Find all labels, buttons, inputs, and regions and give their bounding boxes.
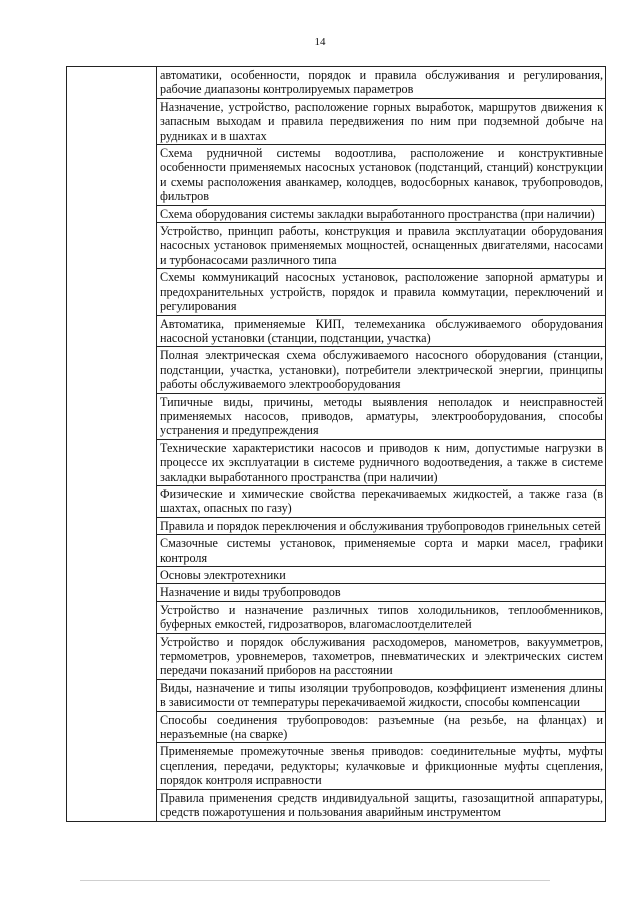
table-cell: Схема оборудования системы закладки выработанного пространства (при наличии) [157,205,606,222]
table-cell: Правила применения средств индивидуальной защиты, газозащитной аппаратуры, средств пожаротушения и пользования аварийным инструментом [157,789,606,821]
table-cell: Физические и химические свойства перекачиваемых жидкостей, а также газа (в шахтах, опасных по газу) [157,485,606,517]
table-cell: Схемы коммуникаций насосных установок, расположение запорной арматуры и предохранительных устройств, порядок и правила коммутации, переключений и регулирования [157,269,606,315]
table-cell: Полная электрическая схема обслуживаемого насосного оборудования (станции, подстанции, участка, установки), потребители электрической энергии, принципы работы обслуживаемого электрооборудования [157,347,606,393]
table-cell: Смазочные системы установок, применяемые сорта и марки масел, графики контроля [157,535,606,567]
table-cell: Устройство, принцип работы, конструкция и правила эксплуатации оборудования насосных установок применяемых мощностей, оснащенных двигателями, насосами и турбонасосами различного типа [157,223,606,269]
table-cell: Автоматика, применяемые КИП, телемеханика обслуживаемого оборудования насосной установки (станции, подстанции, участка) [157,315,606,347]
table-cell: Основы электротехники [157,567,606,584]
empty-label-cell [67,67,157,822]
table-cell: Назначение и виды трубопроводов [157,584,606,601]
table-cell: Применяемые промежуточные звенья приводов: соединительные муфты, муфты сцепления, передачи, редукторы; кулачковые и фрикционные муфты сцепления, порядок контроля исправности [157,743,606,789]
knowledge-table-container [66,66,606,822]
knowledge-table [66,66,606,822]
table-cell: Устройство и порядок обслуживания расходомеров, манометров, вакуумметров, термометров, уровнемеров, тахометров, пневматических и электрических систем передачи показаний приборов на расстоянии [157,633,606,679]
table-row [67,67,606,99]
table-cell: Схема рудничной системы водоотлива, расположение и конструктивные особенности применяемых насосных установок (подстанций, станций) конструкции и схемы расположения аванкамер, колодцев, водосборных канавок, трубопроводов, фильтров [157,145,606,206]
table-cell: Назначение, устройство, расположение горных выработок, маршрутов движения к запасным выходам и правила передвижения по ним при подземной добыче на рудниках и в шахтах [157,98,606,144]
table-cell: Устройство и назначение различных типов холодильников, теплообменников, буферных емкостей, гидрозатворов, влагомаслоотделителей [157,601,606,633]
table-cell: Типичные виды, причины, методы выявления неполадок и неисправностей применяемых насосов, приводов, арматуры, электрооборудования, способы устранения и предупреждения [157,393,606,439]
page-number: 14 [314,36,326,48]
table-cell: Виды, назначение и типы изоляции трубопроводов, коэффициент изменения длины в зависимости от температуры перекачиваемой жидкости, способы компенсации [157,679,606,711]
table-cell: автоматики, особенности, порядок и правила обслуживания и регулирования, рабочие диапазоны контролируемых параметров [157,67,606,99]
table-cell: Технические характеристики насосов и приводов к ним, допустимые нагрузки в процессе их эксплуатации в системе рудничного водоотведения, а также в системе закладки выработанного пространства (при наличии) [157,439,606,485]
table-cell: Правила и порядок переключения и обслуживания трубопроводов гринельных сетей [157,517,606,534]
scan-edge-line [80,880,550,881]
table-cell: Способы соединения трубопроводов: разъемные (на резьбе, на фланцах) и неразъемные (на сварке) [157,711,606,743]
